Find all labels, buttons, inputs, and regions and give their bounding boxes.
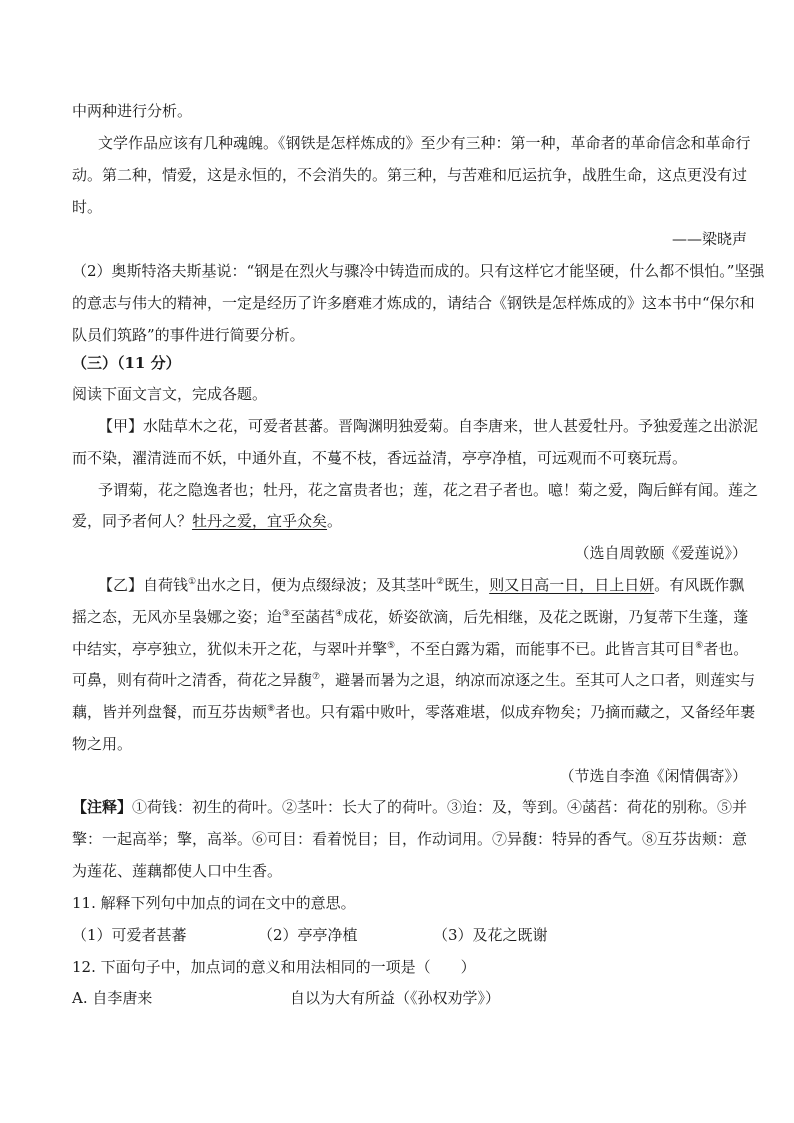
text-segment: 【乙】自荷钱 — [98, 576, 189, 594]
note-marker: ⑦ — [312, 672, 321, 682]
passage-yi-source: （节选自李渔《闲情偶寄》） — [559, 767, 747, 785]
question-2-line: 的意志与伟大的精神，一定是经历了许多磨难才炼成的，请结合《钢铁是怎样炼成的》这本书中“保尔和 — [72, 294, 755, 312]
section-instruction: 阅读下面文言文，完成各题。 — [72, 385, 268, 403]
question-12-option-a: A. 自李唐来 — [72, 989, 153, 1007]
quote-line: 动。第二种，情爱，这是永恒的，不会消失的。第三种，与苦难和厄运抗争，战胜生命，这点更没有过 — [72, 166, 748, 184]
text-segment: 中结实，亭亭独立，犹似未开之花，与翠叶并擎 — [72, 640, 388, 658]
intro-line: 中两种进行分析。 — [72, 102, 193, 120]
notes-label: 【注释】 — [72, 798, 133, 816]
text-segment: ①荷钱：初生的荷叶。②茎叶：长大了的荷叶。③迨：及，等到。④菡萏：荷花的别称。⑤并 — [132, 798, 748, 816]
text-segment: 者也。只有霜中败叶，零落难堪，似成弃物矣；乃摘而藏之，又备经年裹 — [275, 703, 756, 721]
note-marker: ③ — [282, 609, 291, 619]
section-heading: （三）（11 分） — [72, 354, 181, 372]
notes-line — [72, 797, 747, 817]
text-segment: 至菡萏 — [290, 608, 336, 626]
question-12-stem: 12. 下面句子中，加点词的意义和用法相同的一项是（ ） — [72, 958, 476, 976]
underlined-sentence: 则又日高一日，日上日妍 — [489, 576, 655, 594]
passage-jia-line: 【甲】水陆草木之花，可爱者甚蕃。晋陶渊明独爱菊。自李唐来，世人甚爱牡丹。予独爱莲之出淤泥 — [98, 417, 759, 435]
text-segment: 成花，娇姿欲滴，后先相继，及花之既谢，乃复蒂下生蓬，蓬 — [343, 608, 749, 626]
notes-line: 擎：一起高举；擎，高举。⑥可目：看着悦目；目，作动词用。⑦异馥：特异的香气。⑧互芬齿颊：意 — [72, 830, 748, 848]
question-2-line: （2）奥斯特洛夫斯基说：“钢是在烈火与骤冷中铸造而成的。只有这样它才能坚硬，什么都不惧怕。”坚强 — [72, 262, 765, 280]
text-segment: 。 — [327, 512, 343, 530]
passage-jia-line: 予谓菊，花之隐逸者也；牡丹，花之富贵者也；莲，花之君子者也。噫！菊之爱，陶后鲜有闻。莲之 — [98, 481, 759, 499]
text-segment: 可鼻，则有荷叶之清香，荷花之异馥 — [72, 671, 313, 689]
text-segment: ，避暑而暑为之退，纳凉而凉逐之生。至其可人之口者，则莲实与 — [320, 671, 756, 689]
note-marker: ② — [436, 577, 445, 587]
passage-yi-line: 物之用。 — [72, 735, 133, 753]
note-marker: ⑤ — [387, 641, 396, 651]
question-12-option-a-pair: 自以为大有所益（《孙权劝学》） — [290, 989, 501, 1007]
question-11-stem: 11. 解释下列句中加点的词在文中的意思。 — [72, 894, 356, 912]
question-2-line: 队员们筑路”的事件进行简要分析。 — [72, 326, 305, 344]
text-segment: 者也。 — [703, 640, 749, 658]
passage-yi-line — [98, 575, 744, 595]
quote-line: 文学作品应该有几种魂魄。《钢铁是怎样炼成的》至少有三种：第一种，革命者的革命信念和革命行 — [98, 134, 751, 152]
question-11-option: （2）亭亭净植 — [258, 926, 358, 944]
passage-yi-line — [72, 702, 755, 722]
quote-line: 时。 — [72, 198, 103, 216]
text-segment: ，不至白露为霜，而能事不已。此皆言其可目 — [395, 640, 696, 658]
passage-yi-line — [72, 607, 748, 627]
text-segment: 。有风既作飘 — [654, 576, 745, 594]
notes-line: 为莲花、莲藕都使人口中生香。 — [72, 862, 283, 880]
note-marker: ① — [188, 577, 197, 587]
passage-jia-line — [72, 511, 342, 531]
question-11-option: （1）可爱者甚蕃 — [72, 926, 187, 944]
passage-jia-source: （选自周敦颐《爱莲说》） — [574, 544, 747, 562]
passage-yi-line — [72, 670, 755, 690]
passage-jia-line: 而不染，濯清涟而不妖，中通外直，不蔓不枝，香远益清，亭亭净植，可远观而不可亵玩焉。 — [72, 449, 688, 467]
quote-author: ——梁晓声 — [671, 230, 747, 248]
question-11-option: （3）及花之既谢 — [433, 926, 548, 944]
passage-yi-line — [72, 639, 748, 659]
text-segment: 藕，皆并列盘餐，而互芬齿颊 — [72, 703, 268, 721]
underlined-sentence: 牡丹之爱，宜乎众矣 — [192, 512, 328, 530]
text-segment: 摇之态，无风亦呈袅娜之姿；迨 — [72, 608, 283, 626]
note-marker: ⑧ — [267, 704, 276, 714]
note-marker: ⑥ — [695, 641, 704, 651]
text-segment: 爱，同予者何人？ — [72, 512, 193, 530]
text-segment: 出水之日，便为点缀绿波；及其茎叶 — [196, 576, 437, 594]
note-marker: ④ — [335, 609, 344, 619]
text-segment: 既生， — [444, 576, 490, 594]
